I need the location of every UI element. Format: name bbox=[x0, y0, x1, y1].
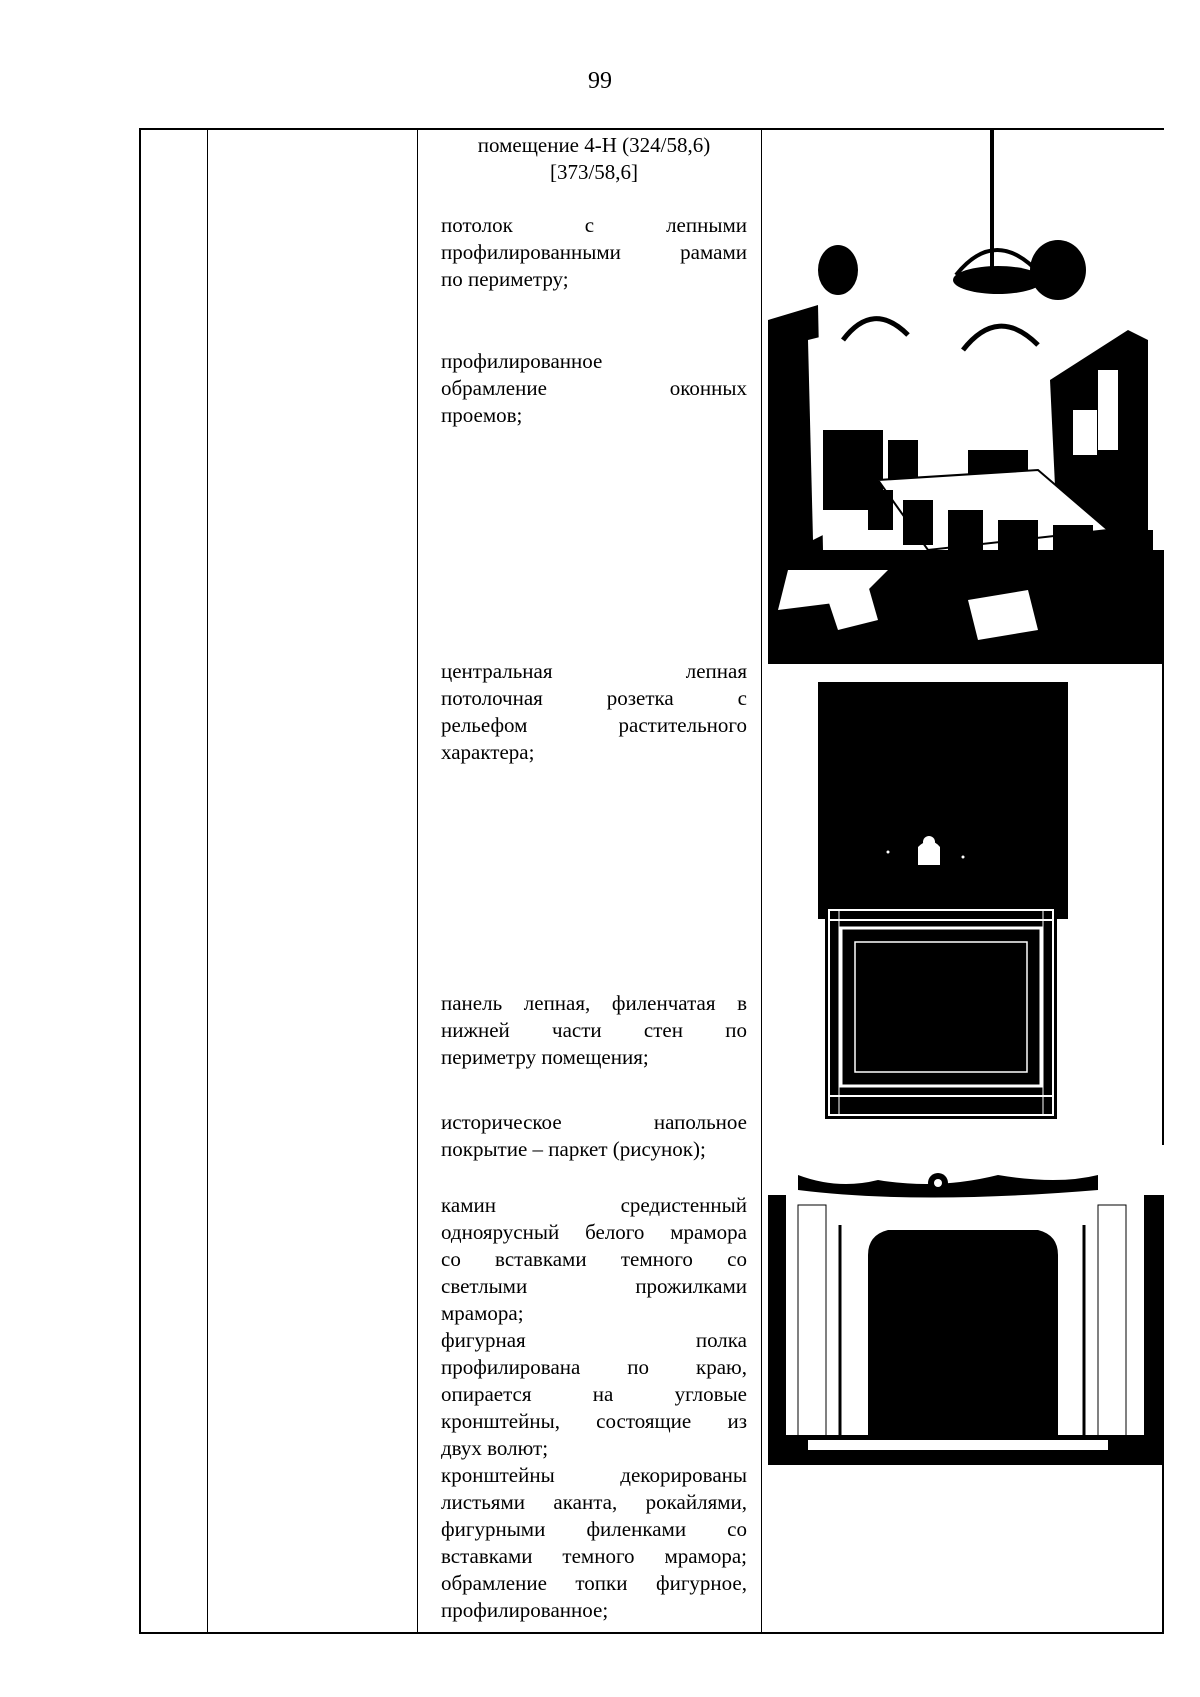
text-line: обрамление оконных bbox=[441, 376, 747, 400]
text-line: характера; bbox=[441, 740, 535, 764]
text-line: кронштейны декорированы bbox=[441, 1463, 747, 1487]
heading-line-1: помещение 4-Н (324/58,6) bbox=[477, 133, 711, 157]
text-line: камин средистенный bbox=[441, 1193, 747, 1217]
text-line: опирается на угловые bbox=[441, 1382, 747, 1406]
text-line: проемов; bbox=[441, 403, 523, 427]
text-line: двух волют; bbox=[441, 1436, 549, 1460]
text-line: одноярусный белого мрамора bbox=[441, 1220, 747, 1244]
text-line: периметру помещения; bbox=[441, 1045, 649, 1069]
item-ceiling-frames bbox=[441, 212, 747, 293]
text-line: светлыми прожилками bbox=[441, 1274, 747, 1298]
text-line: мрамора; bbox=[441, 1301, 524, 1325]
text-line: профилированными рамами bbox=[441, 240, 747, 264]
text-line: листьями аканта, рокайлями, bbox=[441, 1490, 747, 1514]
text-line: профилированное bbox=[441, 349, 603, 373]
text-line: вставками темного мрамора; bbox=[441, 1544, 747, 1568]
item-fireplace bbox=[441, 1192, 747, 1624]
column-divider-2 bbox=[417, 130, 418, 1632]
item-wall-panel bbox=[441, 990, 747, 1071]
section-heading bbox=[441, 132, 747, 186]
fireplace-photo bbox=[768, 1145, 1164, 1465]
text-line: покрытие – паркет (рисунок); bbox=[441, 1137, 706, 1161]
room-interior-photo bbox=[768, 130, 1164, 664]
text-line: профилированное; bbox=[441, 1598, 609, 1622]
text-line: панель лепная, филенчатая в bbox=[441, 991, 747, 1015]
text-line: обрамление топки фигурное, bbox=[441, 1571, 747, 1595]
text-line: нижней части стен по bbox=[441, 1018, 747, 1042]
column-divider-3 bbox=[761, 130, 762, 1632]
text-line: со вставками темного со bbox=[441, 1247, 747, 1271]
text-line: историческое напольное bbox=[441, 1110, 747, 1134]
heading-line-2: [373/58,6] bbox=[549, 160, 639, 184]
text-line: потолок с лепными bbox=[441, 213, 747, 237]
text-line: фигурная полка bbox=[441, 1328, 747, 1352]
item-rosette bbox=[441, 658, 747, 766]
column-divider-1 bbox=[207, 130, 208, 1632]
text-line: кронштейны, состоящие из bbox=[441, 1409, 747, 1433]
text-line: фигурными филенками со bbox=[441, 1517, 747, 1541]
text-line: центральная лепная bbox=[441, 659, 747, 683]
item-window-frames bbox=[441, 348, 747, 429]
page-number: 99 bbox=[588, 68, 612, 94]
ceiling-rosette-photo bbox=[818, 682, 1068, 919]
text-line: потолочная розетка с bbox=[441, 686, 747, 710]
text-line: по периметру; bbox=[441, 267, 569, 291]
item-floor bbox=[441, 1109, 747, 1163]
text-line: профилирована по краю, bbox=[441, 1355, 747, 1379]
document-table bbox=[139, 128, 1164, 1634]
text-line: рельефом растительного bbox=[441, 713, 747, 737]
wall-panel-photo bbox=[825, 906, 1057, 1119]
